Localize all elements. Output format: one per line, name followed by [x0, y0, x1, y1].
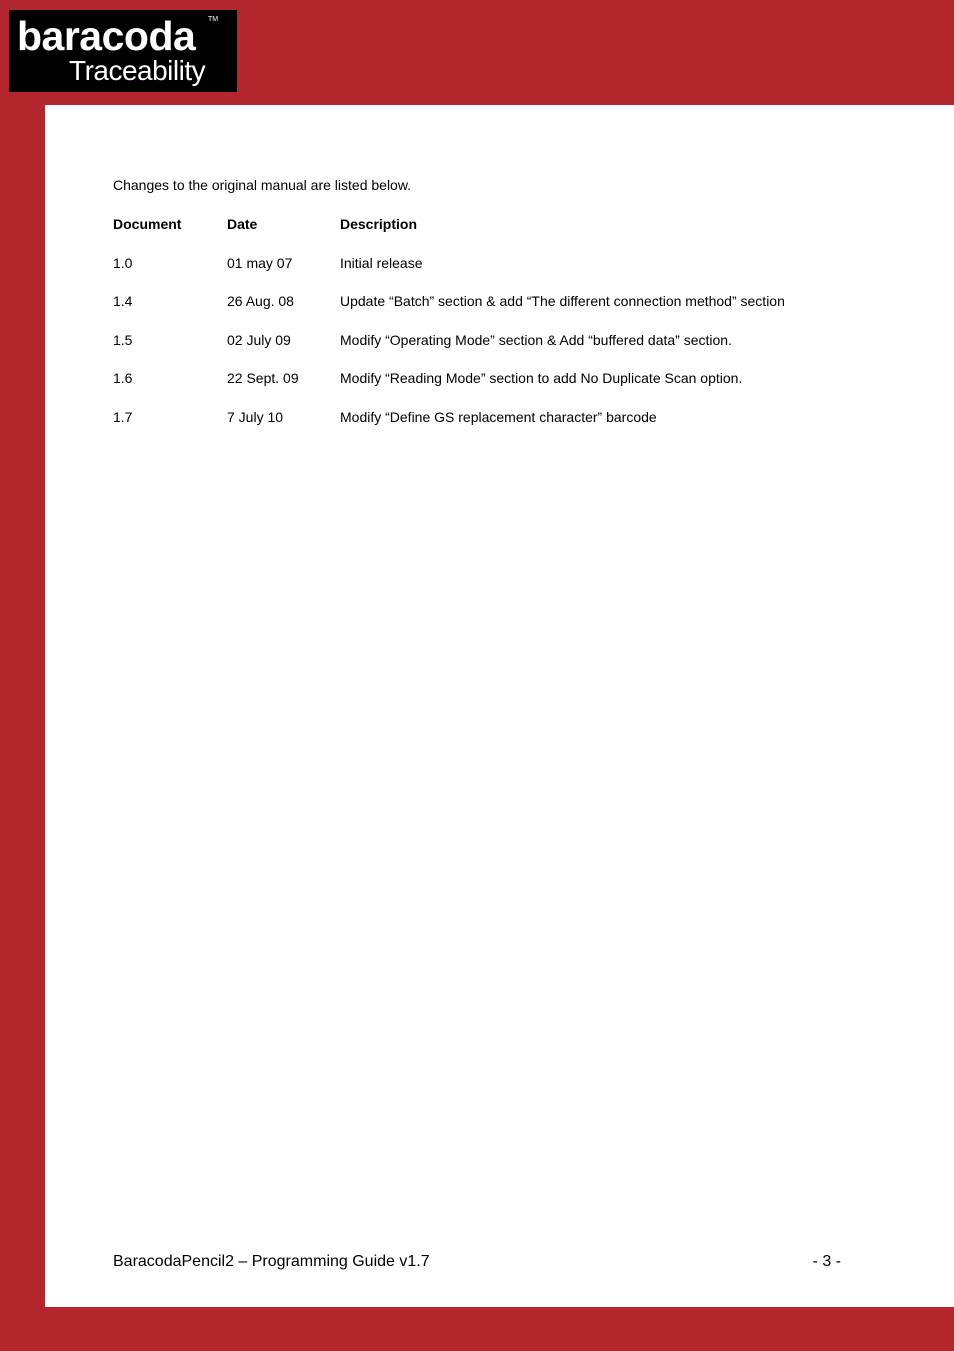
baracoda-logo	[9, 10, 237, 92]
header-description: Description	[340, 216, 418, 232]
footer-page-number: - 3 -	[812, 1253, 841, 1270]
row-description: Modify “Operating Mode” section & Add “buffered data” section.	[340, 332, 732, 348]
row-description: Modify “Reading Mode” section to add No Duplicate Scan option.	[340, 370, 743, 386]
row-document: 1.4	[113, 293, 133, 309]
logo-trademark: TM	[208, 16, 219, 23]
row-description: Initial release	[340, 255, 423, 271]
header-date: Date	[227, 216, 258, 232]
logo-wordmark: baracoda	[17, 13, 196, 59]
row-description: Modify “Define GS replacement character” barcode	[340, 409, 657, 425]
row-date: 01 may 07	[227, 255, 293, 271]
row-date: 22 Sept. 09	[227, 370, 299, 386]
logo-subtitle: Traceability	[69, 55, 206, 86]
row-date: 26 Aug. 08	[227, 293, 294, 309]
row-description: Update “Batch” section & add “The different connection method” section	[340, 293, 785, 309]
intro-text: Changes to the original manual are listed below.	[113, 177, 412, 193]
row-document: 1.6	[113, 370, 133, 386]
row-document: 1.0	[113, 255, 133, 271]
header-document: Document	[113, 216, 182, 232]
row-document: 1.7	[113, 409, 133, 425]
footer-document-title: BaracodaPencil2 – Programming Guide v1.7	[113, 1253, 430, 1270]
row-date: 7 July 10	[227, 409, 284, 425]
row-document: 1.5	[113, 332, 133, 348]
document-page	[45, 105, 954, 1307]
row-date: 02 July 09	[227, 332, 291, 348]
